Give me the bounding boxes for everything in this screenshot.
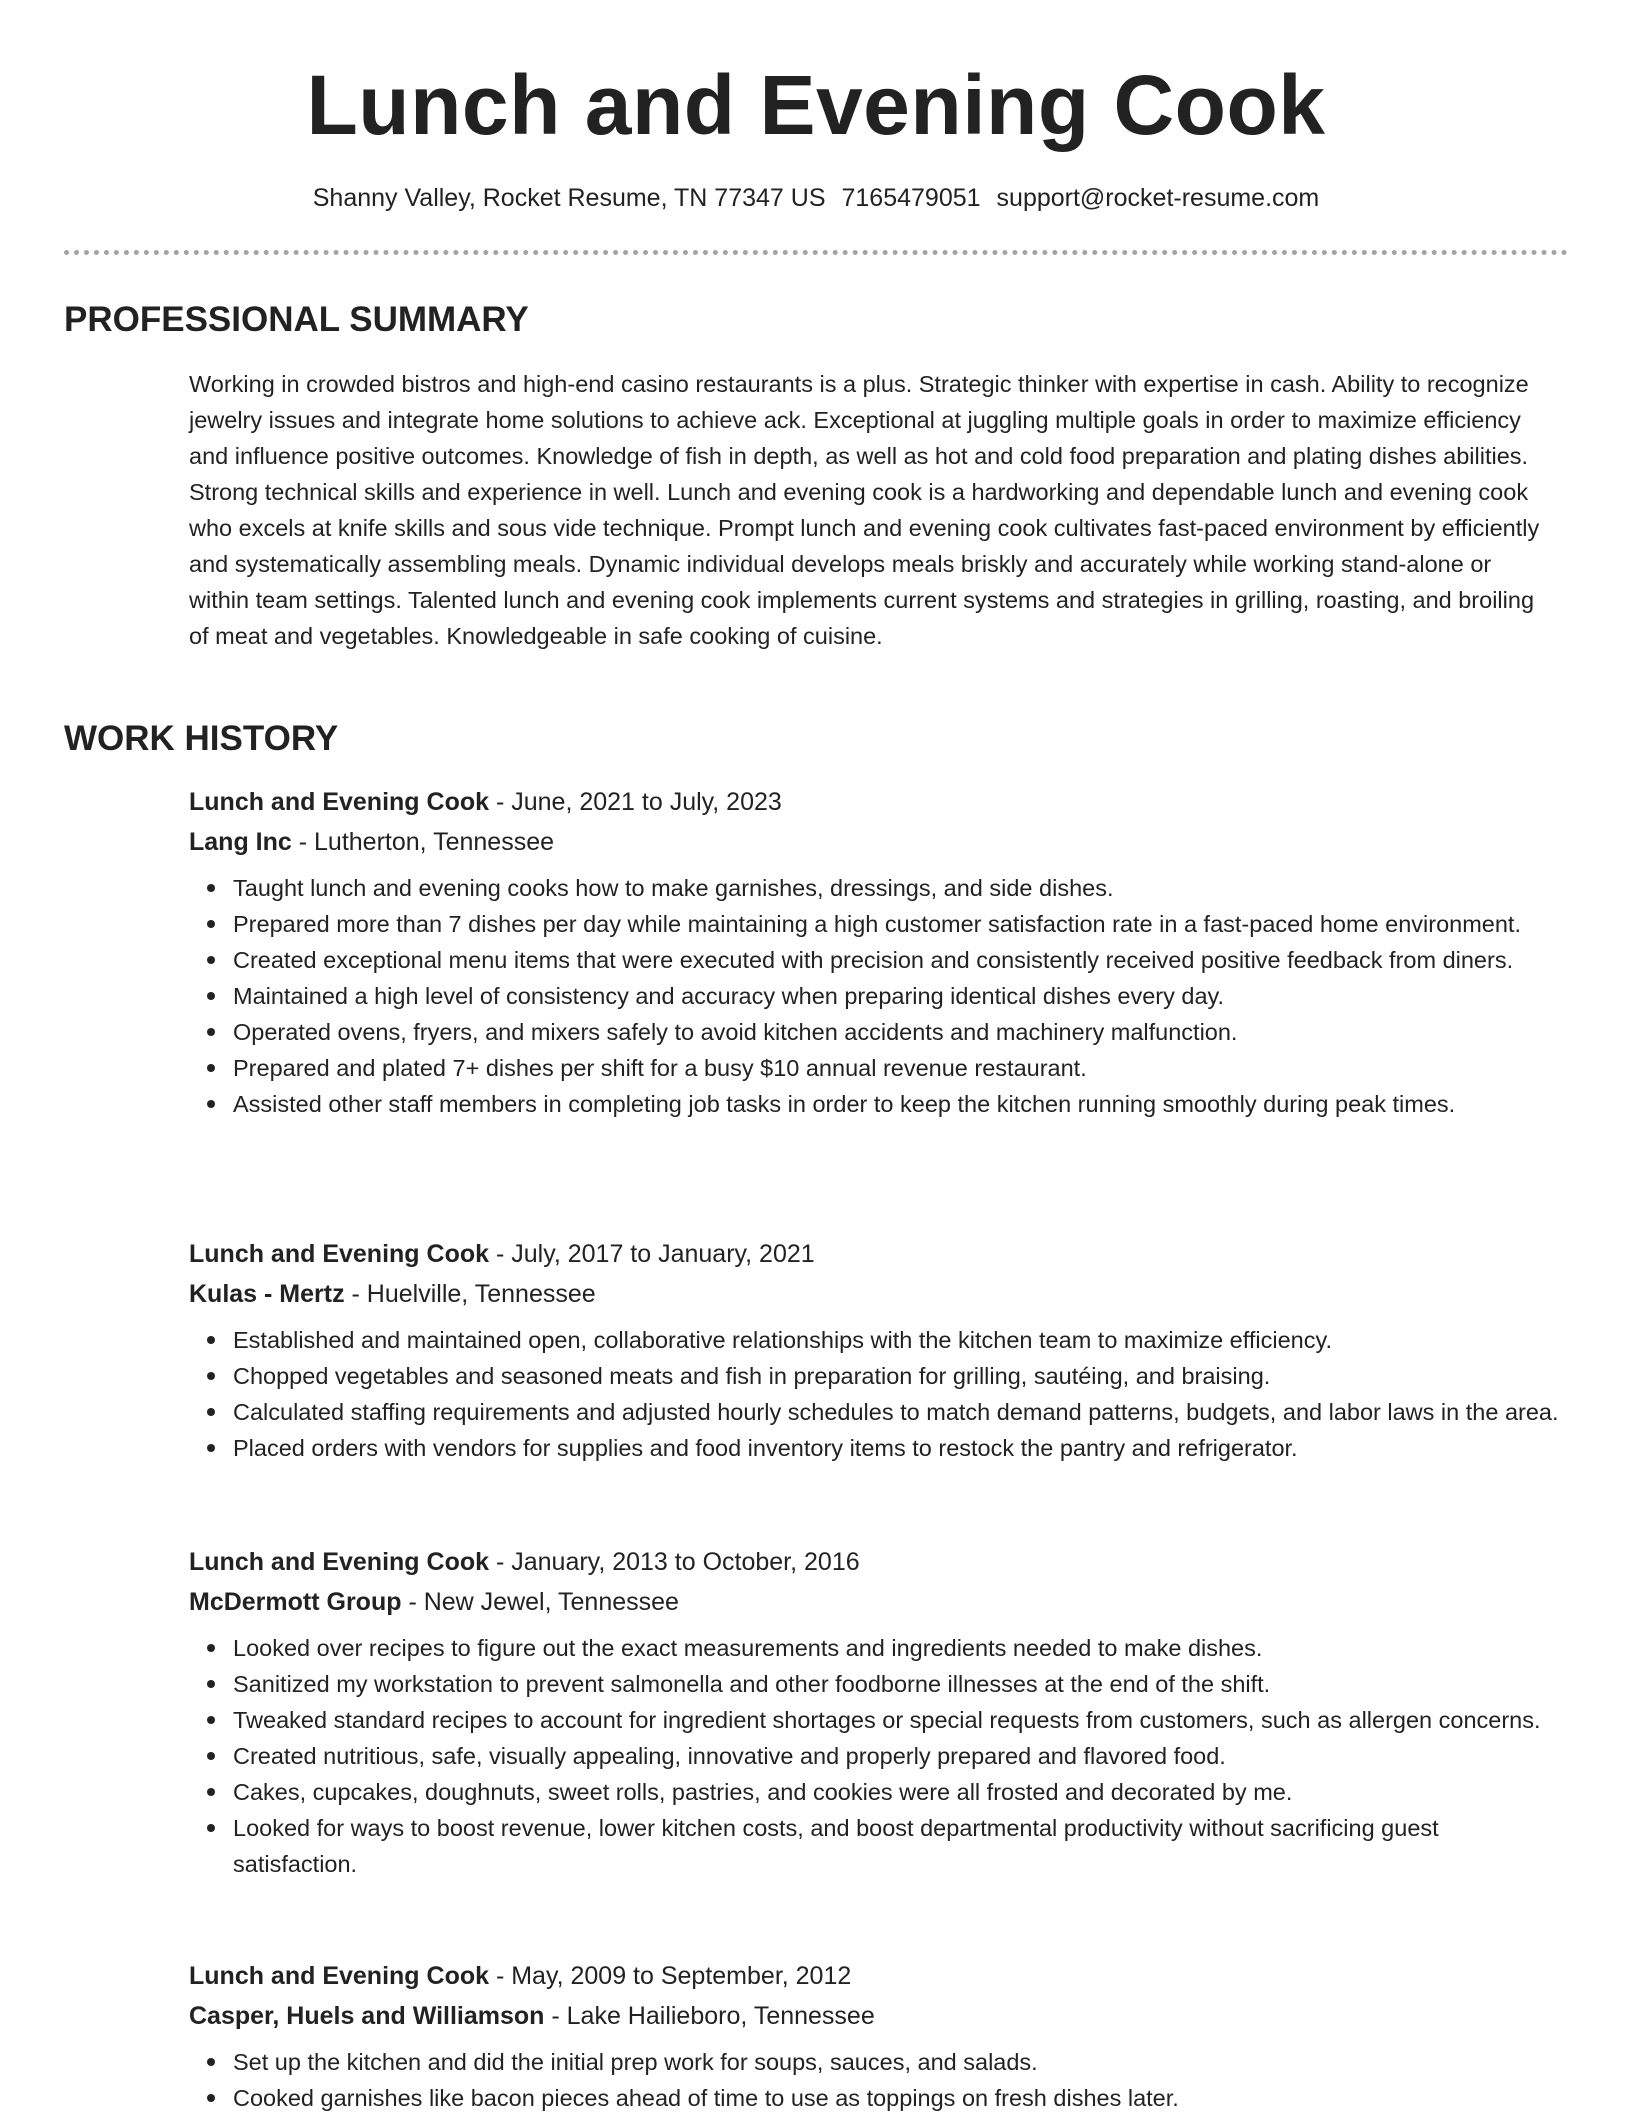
job-title-line: [189, 1956, 1569, 1996]
job-bullet: Tweaked standard recipes to account for ingredient shortages or special requests from customers, such as allergen concerns.: [233, 1702, 1569, 1738]
job-company-line: [189, 1996, 1569, 2036]
job-title: Lunch and Evening Cook: [189, 788, 490, 816]
job-bullet: Maintained a high level of consistency and accuracy when preparing identical dishes every day.: [233, 978, 1569, 1014]
job-title: Lunch and Evening Cook: [189, 1548, 490, 1576]
job-bullet: Sanitized my workstation to prevent salmonella and other foodborne illnesses at the end of the shift.: [233, 1666, 1569, 1702]
job-bullets: [189, 1322, 1569, 1466]
job-dates: - June, 2021 to July, 2023: [489, 788, 782, 816]
job-bullet: Calculated staffing requirements and adjusted hourly schedules to match demand patterns, budgets, and labor laws in the area.: [233, 1394, 1569, 1430]
contact-email: support@rocket-resume.com: [996, 184, 1320, 212]
job-entry: [189, 1542, 1569, 1882]
work-heading: WORK HISTORY: [64, 719, 339, 758]
job-entry: [189, 1234, 1569, 1466]
job-title-line: [189, 782, 1569, 822]
job-company-line: [189, 822, 1569, 862]
job-location: - Lake Hailieboro, Tennessee: [544, 2002, 875, 2030]
job-bullets: [189, 1630, 1569, 1882]
summary-text: Working in crowded bistros and high-end casino restaurants is a plus. Strategic thinker with expertise in cash. Ability to recognize jewelry issues and integrate home solutions to achieve ack. Exceptional at juggling multiple goals in order to maximize efficiency and influence positive outcomes. Knowledge of fish in depth, as well as hot and cold food preparation and plating dishes abilities. Strong technical skills and experience in well. Lunch and evening cook is a hardworking and dependable lunch and evening cook who excels at knife skills and sous vide technique. Prompt lunch and evening cook cultivates fast-paced environment by efficiently and systematically assembling meals. Dynamic individual develops meals briskly and accurately while working stand-alone or within team settings. Talented lunch and evening cook implements current systems and strategies in grilling, roasting, and broiling of meat and vegetables. Knowledgeable in safe cooking of cuisine.: [189, 371, 1540, 649]
job-company: McDermott Group: [189, 1588, 402, 1616]
job-bullet: Established and maintained open, collaborative relationships with the kitchen team to maximize efficiency.: [233, 1322, 1569, 1358]
job-bullets: [189, 870, 1569, 1122]
job-bullets: [189, 2044, 1569, 2116]
job-bullet: Chopped vegetables and seasoned meats and fish in preparation for grilling, sautéing, and braising.: [233, 1358, 1569, 1394]
job-company-line: [189, 1582, 1569, 1622]
job-bullet: Placed orders with vendors for supplies and food inventory items to restock the pantry and refrigerator.: [233, 1430, 1569, 1466]
job-company-line: [189, 1274, 1569, 1314]
job-bullet: Looked over recipes to figure out the exact measurements and ingredients needed to make dishes.: [233, 1630, 1569, 1666]
job-dates: - May, 2009 to September, 2012: [489, 1962, 852, 1990]
job-bullet: Cooked garnishes like bacon pieces ahead of time to use as toppings on fresh dishes later.: [233, 2080, 1569, 2116]
contact-line: [0, 180, 1632, 216]
job-title: Lunch and Evening Cook: [189, 1240, 490, 1268]
job-bullet: Cakes, cupcakes, doughnuts, sweet rolls, pastries, and cookies were all frosted and decorated by me.: [233, 1774, 1569, 1810]
job-bullet: Taught lunch and evening cooks how to make garnishes, dressings, and side dishes.: [233, 870, 1569, 906]
job-location: - Lutherton, Tennessee: [291, 828, 555, 856]
job-entry: [189, 1956, 1569, 2116]
job-bullet: Created exceptional menu items that were executed with precision and consistently received positive feedback from diners.: [233, 942, 1569, 978]
job-bullet: Created nutritious, safe, visually appealing, innovative and properly prepared and flavored food.: [233, 1738, 1569, 1774]
work-section: [64, 717, 1568, 761]
job-company: Kulas - Mertz: [189, 1280, 345, 1308]
header-divider: [64, 250, 1568, 255]
job-dates: - July, 2017 to January, 2021: [489, 1240, 815, 1268]
job-bullet: Prepared and plated 7+ dishes per shift for a busy $10 annual revenue restaurant.: [233, 1050, 1569, 1086]
job-bullet: Assisted other staff members in completing job tasks in order to keep the kitchen running smoothly during peak times.: [233, 1086, 1569, 1122]
summary-heading: PROFESSIONAL SUMMARY: [64, 300, 529, 339]
job-company: Lang Inc: [189, 828, 292, 856]
job-location: - New Jewel, Tennessee: [401, 1588, 679, 1616]
summary-section: [64, 298, 1568, 342]
job-bullet: Prepared more than 7 dishes per day while maintaining a high customer satisfaction rate in a fast-paced home environment.: [233, 906, 1569, 942]
contact-phone: 7165479051: [841, 184, 981, 212]
job-location: - Huelville, Tennessee: [344, 1280, 596, 1308]
job-title-line: [189, 1542, 1569, 1582]
job-dates: - January, 2013 to October, 2016: [489, 1548, 860, 1576]
resume-name: Lunch and Evening Cook: [306, 58, 1326, 152]
job-bullet: Set up the kitchen and did the initial prep work for soups, sauces, and salads.: [233, 2044, 1569, 2080]
job-title: Lunch and Evening Cook: [189, 1962, 490, 1990]
job-entry: [189, 782, 1569, 1122]
job-bullet: Operated ovens, fryers, and mixers safely to avoid kitchen accidents and machinery malfunction.: [233, 1014, 1569, 1050]
job-title-line: [189, 1234, 1569, 1274]
job-bullet: Looked for ways to boost revenue, lower kitchen costs, and boost departmental productivity without sacrificing guest satisfaction.: [233, 1810, 1569, 1882]
job-company: Casper, Huels and Williamson: [189, 2002, 545, 2030]
contact-address: Shanny Valley, Rocket Resume, TN 77347 US: [312, 184, 826, 212]
